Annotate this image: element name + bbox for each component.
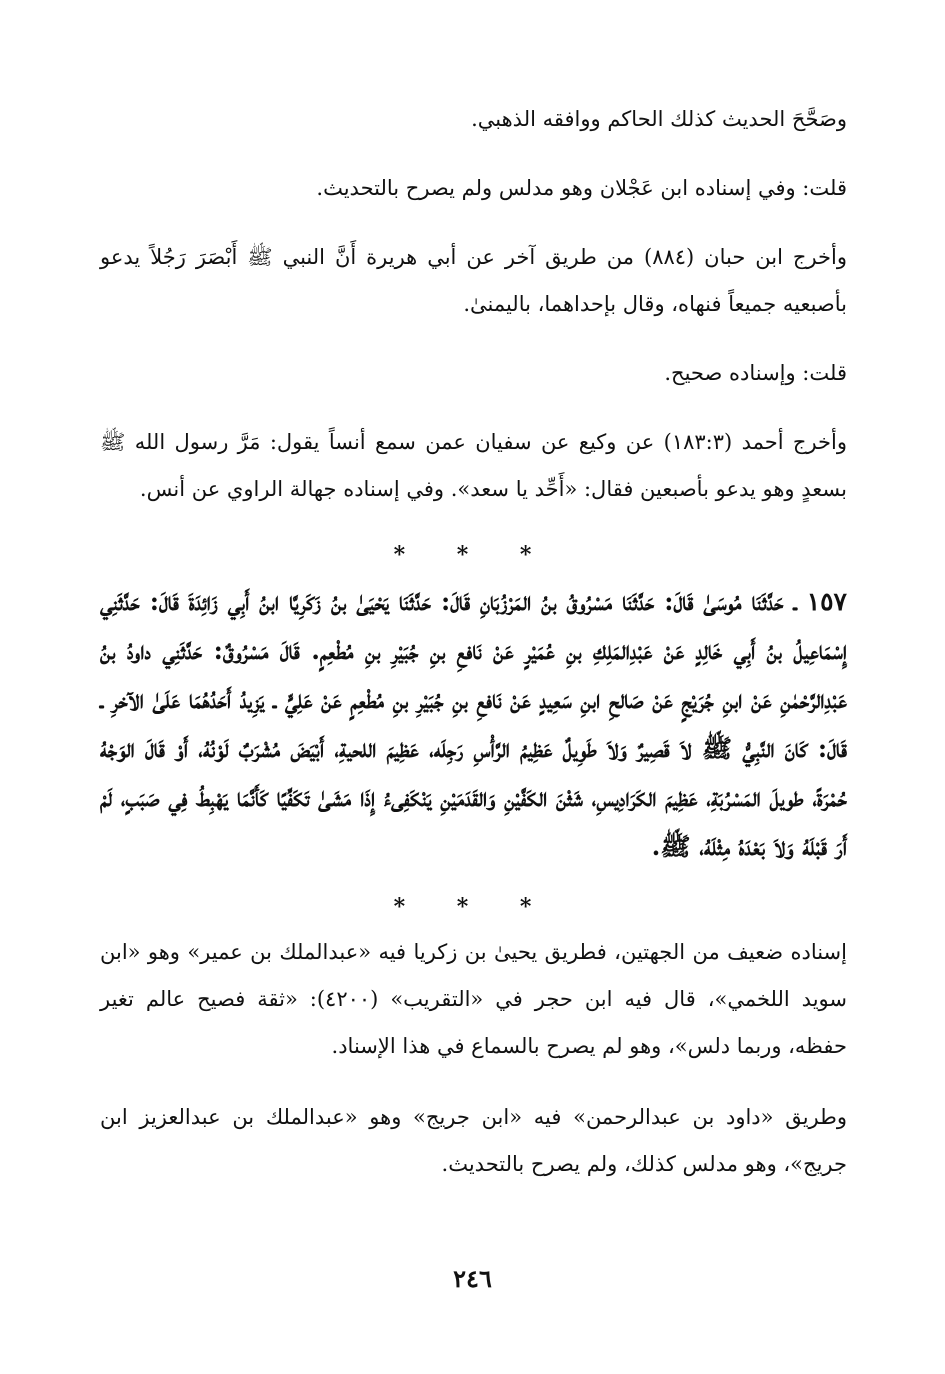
paragraph-sahih-note: قلت: وإسناده صحيح. (664, 361, 847, 385)
section-separator-bottom: * * * (393, 894, 554, 920)
paragraph-ahmad-narration: وأخرج أحمد (١٨٣:٣) عن وكيع عن سفيان عمن سمع أنساً يقول: مَرَّ رسول الله ﷺ بسعدٍ وهو يدعو بأصبعين فقال: «أَحِّد يا سعد». وفي إسناده جهالة الراوي عن أنس. (100, 430, 847, 501)
commentary-isnad-weak: إسناده ضعيف من الجهتين، فطريق يحيىٰ بن زكريا فيه «عبدالملك بن عمير» وهو «ابن سويد اللخمي»، قال فيه ابن حجر في «التقريب» (٤٢٠٠): «ثقة فصيح عالم تغير حفظه، وربما دلس»، وهو لم يصرح بالسماع في هذا الإسناد. (100, 940, 847, 1058)
hadith-157-text: ١٥٧ ـ حَدَّثَنَا مُوسَىٰ قَالَ: حَدَّثَنَا مَسْرُوقُ بنُ المَرْزُبَانِ قَالَ: حَدَّثَنَا يَحْيَىٰ بنُ زَكَرِيَّا ابنُ أَبِي زَائِدَةَ قَالَ: حَدَّثَنِي إِسْمَاعِيلُ بنُ أَبِي خَالِدٍ عَنْ عَبْدِالمَلِكِ بنِ عُمَيْرٍ عَنْ نَافعِ بنِ جُبَيْرِ بنِ مُطْعِمٍ. قَالَ مَسْرُوقٌ: حَدَّثَنِي داودُ بنُ عَبْدِالرَّحْمٰنِ عَنْ ابنِ جُرَيْجٍ عَنْ صَالحِ ابنِ سَعِيدٍ عَنْ نَافعِ بنِ جُبَيْرِ بنِ مُطْعِمٍ عَنْ عَلِيٍّ ـ يَزِيدُ أَحَدُهُمَا عَلَىٰ الآخرِ ـ قَالَ: كَانَ النَّبِيُّ ﷺ لاَ قَصِيرٌ وَلاَ طَوِيلٌ عَظِيمُ الرَّأْسِ رَجِلَه، عَظِيمَ اللحيةِ، أَبْيَضَ مُشْرَبٌ لَوْنُهُ، أَوْ قَالَ الوَجْهُ حُمْرَةً، طويلَ المَسْرُبَةِ، عَظِيمَ الكَرَادِيسِ، شَثْنَ الكَفَّيْنِ وَالقَدَمَيْنِ يَنْكَفِىءُ إِذَا مَشَىٰ تَكَفِّيًا كَأَنَّمَا يَهْبِطُ فِي صَبَبٍ، لَمْ أَرَ قَبْلَهُ وَلاَ بَعْدَهُ مِثْلَهُ، ﷺ. (100, 587, 847, 861)
commentary-ibn-jurayj: وطريق «داود بن عبدالرحمن» فيه «ابن جريج» وهو «عبدالملك بن عبدالعزيز ابن جريج»، وهو مدلس كذلك، ولم يصرح بالتحديث. (100, 1105, 847, 1176)
paragraph-ibn-hibban-narration: وأخرج ابن حبان (٨٨٤) من طريق آخر عن أبي هريرة أَنَّ النبي ﷺ أَبْصَرَ رَجُلاً يدعو بأصبعيه جميعاً فنهاه، وقال بإحداهما، باليمنىٰ. (100, 245, 847, 316)
paragraph-hakim-authentication: وصَحَّحَ الحديث كذلك الحاكم ووافقه الذهبي. (471, 107, 847, 131)
page-number: ٢٤٦ (453, 1264, 492, 1293)
paragraph-ibn-ajlan-note: قلت: وفي إسناده ابن عَجْلان وهو مدلس ولم يصرح بالتحديث. (316, 176, 847, 200)
section-separator-top: * * * (393, 542, 554, 568)
